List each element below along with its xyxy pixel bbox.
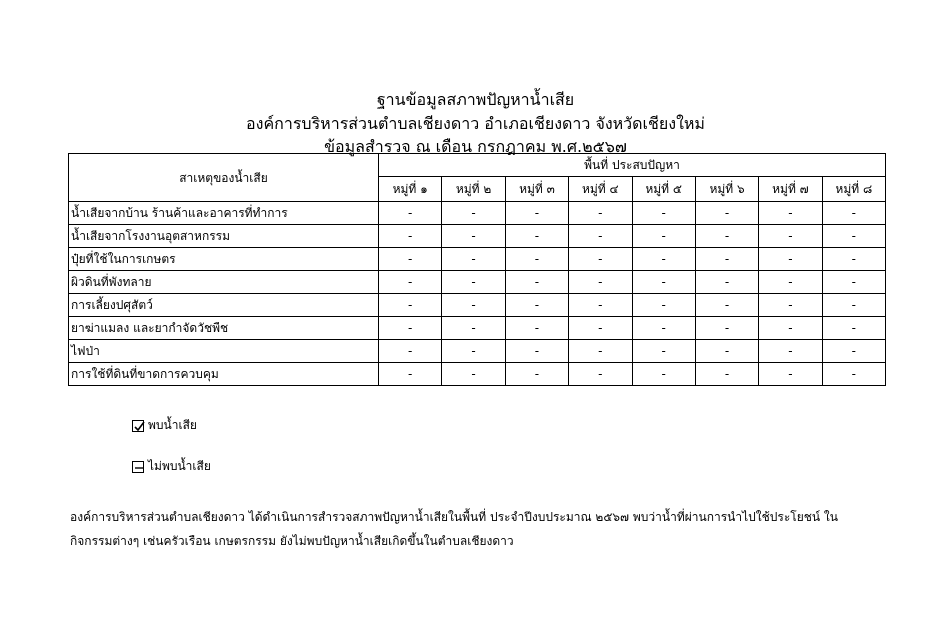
value-cell: - [505, 248, 568, 271]
value-cell: - [569, 340, 632, 363]
cause-cell: การเลี้ยงปศุสัตว์ [69, 294, 379, 317]
value-cell: - [695, 202, 758, 225]
table-row [69, 294, 886, 317]
value-cell: - [822, 340, 885, 363]
page-title: ฐานข้อมูลสภาพปัญหาน้ำเสีย [376, 90, 575, 109]
value-cell: - [442, 294, 505, 317]
value-cell: - [822, 202, 885, 225]
legend-found-label: พบน้ำเสีย [148, 418, 197, 432]
value-cell: - [569, 363, 632, 386]
value-cell: - [379, 248, 442, 271]
value-cell: - [569, 202, 632, 225]
survey-date: ข้อมูลสำรวจ ณ เดือน กรกฎาคม พ.ศ.๒๕๖๗ [324, 137, 627, 156]
value-cell: - [695, 294, 758, 317]
value-cell: - [695, 340, 758, 363]
column-header: หมู่ที่ ๒ [442, 177, 505, 202]
table-row [69, 248, 886, 271]
value-cell: - [379, 271, 442, 294]
cause-cell: ปุ๋ยที่ใช้ในการเกษตร [69, 248, 379, 271]
value-cell: - [505, 340, 568, 363]
value-cell: - [505, 317, 568, 340]
value-cell: - [379, 225, 442, 248]
value-cell: - [695, 225, 758, 248]
column-header: หมู่ที่ ๗ [759, 177, 822, 202]
table-row [69, 340, 886, 363]
cause-cell: น้ำเสียจากโรงงานอุตสาหกรรม [69, 225, 379, 248]
table-row [69, 225, 886, 248]
value-cell: - [379, 294, 442, 317]
summary-line-2: กิจกรรมต่างๆ เช่นครัวเรือน เกษตรกรรม ยังไม่พบปัญหาน้ำเสียเกิดขึ้นในตำบลเชียงดาว [70, 534, 514, 548]
summary-line-1: องค์การบริหารส่วนตำบลเชียงดาว ได้ดำเนินการสำรวจสภาพปัญหาน้ำเสียในพื้นที่ ประจำปีงบประมาณ ๒๕๖๗ พบว่าน้ำที่ผ่านการนำไปใช้ประโยชน์ ใน [70, 510, 838, 524]
dash-box-icon [132, 461, 144, 473]
value-cell: - [632, 248, 695, 271]
value-cell: - [822, 317, 885, 340]
value-cell: - [759, 225, 822, 248]
value-cell: - [442, 225, 505, 248]
wastewater-table [68, 153, 886, 386]
value-cell: - [569, 271, 632, 294]
value-cell: - [759, 202, 822, 225]
column-header: หมู่ที่ ๖ [695, 177, 758, 202]
value-cell: - [505, 225, 568, 248]
checked-box-icon [132, 420, 144, 432]
value-cell: - [695, 363, 758, 386]
value-cell: - [759, 271, 822, 294]
column-header: หมู่ที่ ๑ [379, 177, 442, 202]
legend-found [132, 416, 197, 435]
value-cell: - [822, 294, 885, 317]
value-cell: - [759, 294, 822, 317]
value-cell: - [632, 363, 695, 386]
cause-cell: ยาฆ่าแมลง และยากำจัดวัชพืช [69, 317, 379, 340]
cause-cell: ผิวดินที่พังทลาย [69, 271, 379, 294]
table-row [69, 202, 886, 225]
value-cell: - [822, 271, 885, 294]
value-cell: - [632, 317, 695, 340]
value-cell: - [379, 363, 442, 386]
cause-header: สาเหตุของน้ำเสีย [69, 154, 379, 202]
legend-not-found-label: ไม่พบน้ำเสีย [148, 459, 211, 473]
value-cell: - [695, 317, 758, 340]
area-header: พื้นที่ ประสบปัญหา [379, 154, 886, 177]
column-header: หมู่ที่ ๓ [505, 177, 568, 202]
value-cell: - [442, 248, 505, 271]
table-row [69, 271, 886, 294]
organization-name: องค์การบริหารส่วนตำบลเชียงดาว อำเภอเชียงดาว จังหวัดเชียงใหม่ [246, 114, 705, 133]
table-row [69, 317, 886, 340]
value-cell: - [442, 271, 505, 294]
summary-paragraph [70, 505, 870, 553]
cause-cell: การใช้ที่ดินที่ขาดการควบคุม [69, 363, 379, 386]
value-cell: - [632, 294, 695, 317]
value-cell: - [442, 363, 505, 386]
column-header: หมู่ที่ ๘ [822, 177, 885, 202]
value-cell: - [379, 317, 442, 340]
value-cell: - [505, 294, 568, 317]
value-cell: - [505, 202, 568, 225]
value-cell: - [759, 317, 822, 340]
value-cell: - [632, 271, 695, 294]
value-cell: - [379, 340, 442, 363]
value-cell: - [695, 271, 758, 294]
value-cell: - [569, 294, 632, 317]
cause-cell: น้ำเสียจากบ้าน ร้านค้าและอาคารที่ทำการ [69, 202, 379, 225]
value-cell: - [442, 202, 505, 225]
value-cell: - [822, 225, 885, 248]
value-cell: - [569, 248, 632, 271]
legend-not-found [132, 457, 211, 476]
value-cell: - [442, 340, 505, 363]
value-cell: - [759, 363, 822, 386]
table-row [69, 363, 886, 386]
value-cell: - [632, 202, 695, 225]
value-cell: - [759, 248, 822, 271]
value-cell: - [569, 317, 632, 340]
value-cell: - [822, 363, 885, 386]
value-cell: - [505, 271, 568, 294]
value-cell: - [632, 225, 695, 248]
value-cell: - [695, 248, 758, 271]
value-cell: - [569, 225, 632, 248]
cause-cell: ไฟป่า [69, 340, 379, 363]
value-cell: - [505, 363, 568, 386]
value-cell: - [632, 340, 695, 363]
value-cell: - [442, 317, 505, 340]
value-cell: - [759, 340, 822, 363]
value-cell: - [379, 202, 442, 225]
column-header: หมู่ที่ ๔ [569, 177, 632, 202]
value-cell: - [822, 248, 885, 271]
column-header: หมู่ที่ ๕ [632, 177, 695, 202]
